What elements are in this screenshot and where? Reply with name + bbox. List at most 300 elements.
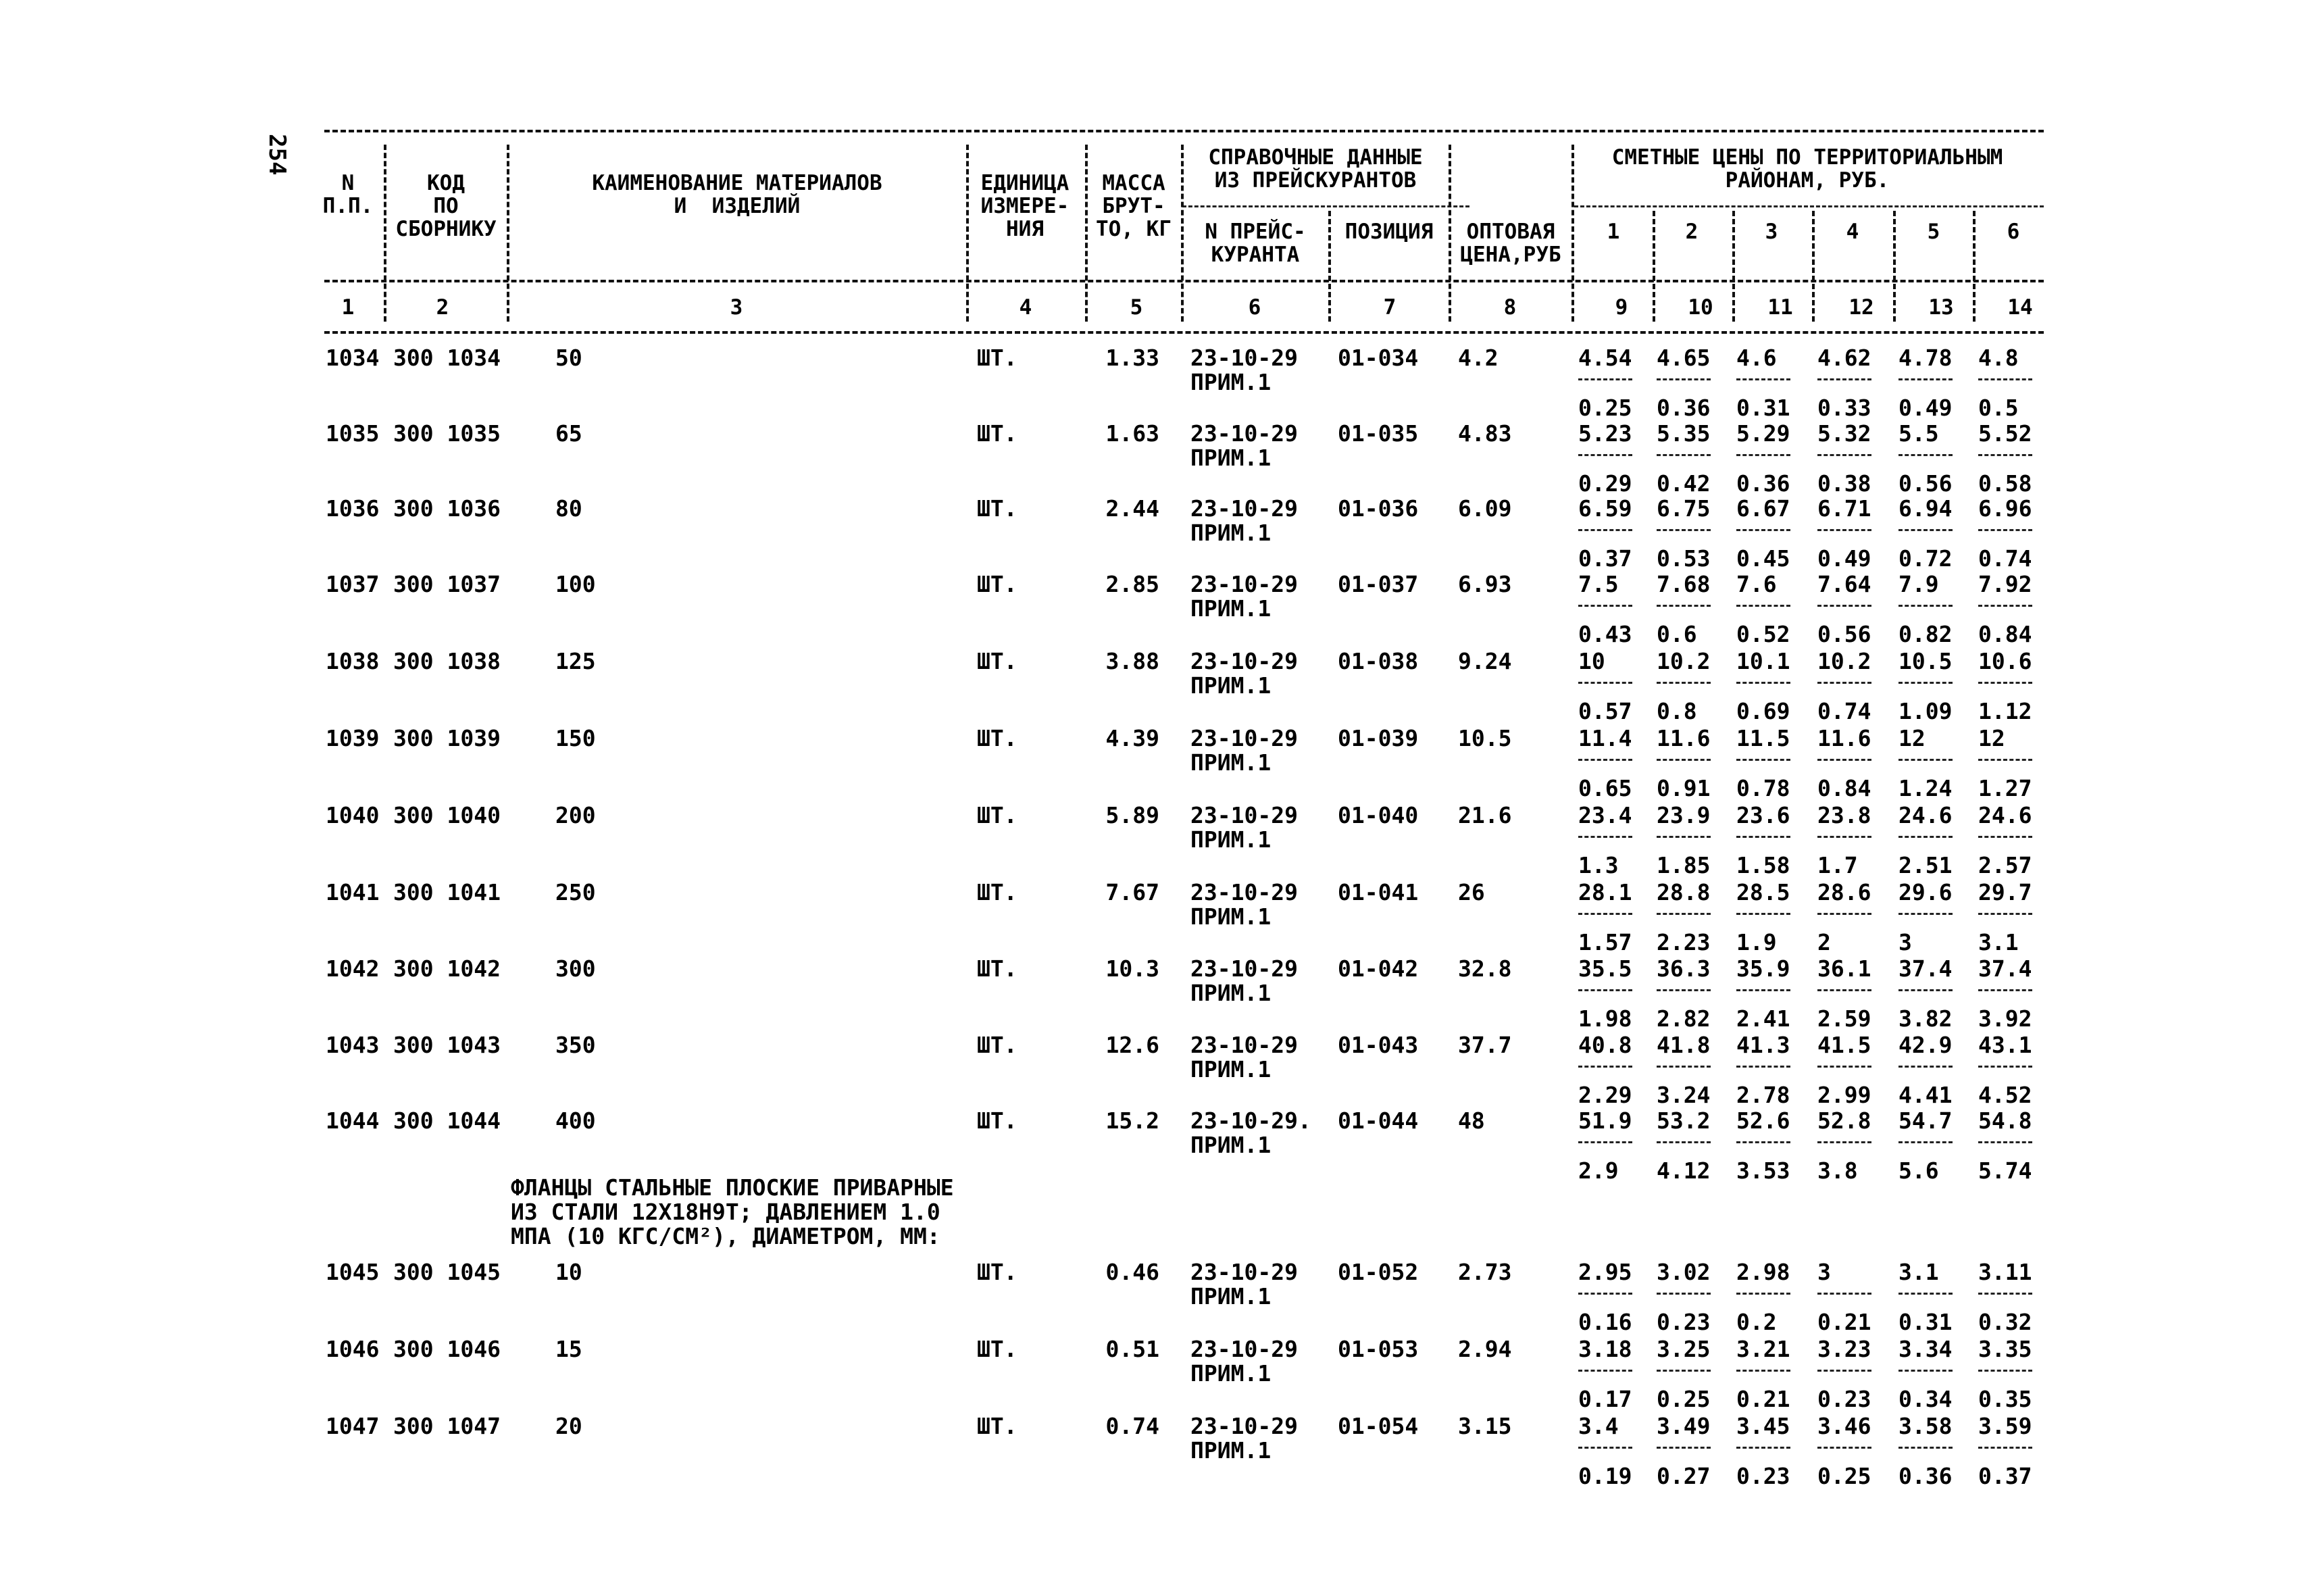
region-price-extra: 1.9	[1736, 929, 1777, 955]
region-price: 2.95	[1578, 1259, 1632, 1285]
region-price-extra: 2.29	[1578, 1082, 1632, 1108]
fraction-rule	[1817, 1370, 1871, 1372]
row-unit: ШТ.	[977, 955, 1017, 982]
row-pricelist: 23-10-29	[1190, 571, 1298, 597]
column-number: 6	[1248, 295, 1261, 320]
region-price-extra: 0.19	[1578, 1463, 1632, 1489]
region-price-extra: 1.57	[1578, 929, 1632, 955]
row-mass: 0.74	[1105, 1413, 1159, 1439]
region-price-extra: 0.36	[1898, 1463, 1953, 1489]
region-label: 2	[1685, 220, 1699, 244]
region-price-extra: 0.43	[1578, 621, 1632, 647]
region-price: 10.2	[1657, 648, 1711, 674]
row-pricelist-note: ПРИМ.1	[1190, 1132, 1272, 1158]
region-price-extra: 3.1	[1978, 929, 2019, 955]
row-pricelist: 23-10-29	[1190, 648, 1298, 674]
region-price: 5.32	[1817, 420, 1871, 447]
fraction-rule	[1817, 605, 1871, 607]
row-unit: ШТ.	[977, 1413, 1017, 1439]
fraction-rule	[1578, 1066, 1632, 1068]
region-price-extra: 4.41	[1898, 1082, 1953, 1108]
fraction-rule	[1817, 454, 1871, 456]
row-wholesale-price: 2.94	[1458, 1336, 1512, 1362]
region-label: 6	[2007, 220, 2020, 244]
row-wholesale-price: 21.6	[1458, 802, 1512, 828]
row-unit: ШТ.	[977, 879, 1017, 905]
row-mass: 5.89	[1105, 802, 1159, 828]
header-col3: КАИМЕНОВАНИЕ МАТЕРИАЛОВ И ИЗДЕЛИЙ	[592, 171, 882, 218]
row-name: 125	[555, 648, 596, 674]
row-pricelist-note: ПРИМ.1	[1190, 826, 1272, 853]
region-price-extra: 0.33	[1817, 395, 1871, 421]
region-price-extra: 4.12	[1657, 1157, 1711, 1184]
region-price: 4.78	[1898, 345, 1953, 371]
fraction-rule	[1657, 529, 1711, 531]
row-position: 01-035	[1338, 420, 1419, 447]
region-price: 4.54	[1578, 345, 1632, 371]
region-price: 4.62	[1817, 345, 1871, 371]
fraction-rule	[1578, 605, 1632, 607]
region-price-extra: 0.58	[1978, 470, 2032, 497]
column-number: 2	[436, 295, 449, 320]
region-price-extra: 2.41	[1736, 1005, 1790, 1032]
row-name: 20	[555, 1413, 582, 1439]
row-wholesale-price: 37.7	[1458, 1032, 1512, 1058]
row-pricelist-note: ПРИМ.1	[1190, 980, 1272, 1006]
region-price-extra: 2.78	[1736, 1082, 1790, 1108]
region-price: 7.64	[1817, 571, 1871, 597]
row-pricelist: 23-10-29	[1190, 955, 1298, 982]
region-price-extra: 3.53	[1736, 1157, 1790, 1184]
fraction-rule	[1657, 605, 1711, 607]
region-price: 23.8	[1817, 802, 1871, 828]
header-top-rule	[324, 130, 2044, 132]
row-wholesale-price: 2.73	[1458, 1259, 1512, 1285]
fraction-rule	[1817, 529, 1871, 531]
row-mass: 10.3	[1105, 955, 1159, 982]
row-number: 1046	[326, 1336, 380, 1362]
fraction-rule	[1578, 378, 1632, 380]
row-mass: 7.67	[1105, 879, 1159, 905]
fraction-rule	[1898, 1370, 1953, 1372]
fraction-rule	[1736, 1370, 1790, 1372]
region-label: 3	[1765, 220, 1778, 244]
row-wholesale-price: 6.93	[1458, 571, 1512, 597]
row-pricelist: 23-10-29	[1190, 725, 1298, 751]
region-price: 3.18	[1578, 1336, 1632, 1362]
region-price-extra: 4.52	[1978, 1082, 2032, 1108]
fraction-rule	[1898, 989, 1953, 991]
fraction-rule	[1578, 759, 1632, 761]
fraction-rule	[1978, 529, 2032, 531]
row-number: 1034	[326, 345, 380, 371]
region-price: 6.94	[1898, 495, 1953, 522]
row-name: 200	[555, 802, 596, 828]
region-price-extra: 0.74	[1978, 545, 2032, 572]
region-price: 29.6	[1898, 879, 1953, 905]
header-col7: ПОЗИЦИЯ	[1344, 220, 1434, 244]
region-price-extra: 0.82	[1898, 621, 1953, 647]
fraction-rule	[1898, 1293, 1953, 1295]
fraction-rule	[1978, 1370, 2032, 1372]
region-price: 5.52	[1978, 420, 2032, 447]
region-price: 6.71	[1817, 495, 1871, 522]
fraction-rule	[1898, 1141, 1953, 1143]
region-price: 54.7	[1898, 1107, 1953, 1134]
row-number: 1035	[326, 420, 380, 447]
fraction-rule	[1578, 1447, 1632, 1449]
row-pricelist: 23-10-29	[1190, 802, 1298, 828]
region-price-extra: 0.53	[1657, 545, 1711, 572]
region-price: 11.5	[1736, 725, 1790, 751]
row-pricelist: 23-10-29	[1190, 1336, 1298, 1362]
region-price-extra: 3.82	[1898, 1005, 1953, 1032]
region-price-extra: 0.8	[1657, 698, 1697, 724]
region-price: 6.96	[1978, 495, 2032, 522]
fraction-rule	[1817, 682, 1871, 684]
region-price: 7.5	[1578, 571, 1619, 597]
region-price: 7.92	[1978, 571, 2032, 597]
region-price: 3.35	[1978, 1336, 2032, 1362]
row-wholesale-price: 3.15	[1458, 1413, 1512, 1439]
row-name: 10	[555, 1259, 582, 1285]
region-price: 41.3	[1736, 1032, 1790, 1058]
region-price: 36.1	[1817, 955, 1871, 982]
region-price-extra: 0.65	[1578, 775, 1632, 801]
region-price-extra: 1.7	[1817, 852, 1858, 878]
row-mass: 1.33	[1105, 345, 1159, 371]
fraction-rule	[1736, 1447, 1790, 1449]
region-price-extra: 1.24	[1898, 775, 1953, 801]
region-price: 24.6	[1978, 802, 2032, 828]
section-title: ФЛАНЦЫ СТАЛЬНЫЕ ПЛОСКИЕ ПРИВАРНЫЕ ИЗ СТАЛИ 12Х18Н9Т; ДАВЛЕНИЕМ 1.0 МПА (10 КГС/СМ²), ДИАМЕТРОМ, ММ:	[511, 1174, 954, 1249]
region-price: 3.45	[1736, 1413, 1790, 1439]
region-price-extra: 0.36	[1657, 395, 1711, 421]
region-price: 10.1	[1736, 648, 1790, 674]
region-price: 23.4	[1578, 802, 1632, 828]
region-price: 3.4	[1578, 1413, 1619, 1439]
region-price-extra: 3.8	[1817, 1157, 1858, 1184]
region-price: 11.6	[1817, 725, 1871, 751]
region-price-extra: 0.78	[1736, 775, 1790, 801]
row-pricelist-note: ПРИМ.1	[1190, 903, 1272, 930]
region-price-extra: 0.69	[1736, 698, 1790, 724]
region-price: 3.34	[1898, 1336, 1953, 1362]
region-price-extra: 2.99	[1817, 1082, 1871, 1108]
fraction-rule	[1898, 1066, 1953, 1068]
region-price: 5.29	[1736, 420, 1790, 447]
region-price-extra: 1.09	[1898, 698, 1953, 724]
region-price: 3.59	[1978, 1413, 2032, 1439]
row-number: 1038	[326, 648, 380, 674]
region-price-extra: 0.84	[1817, 775, 1871, 801]
fraction-rule	[1817, 1066, 1871, 1068]
row-pricelist: 23-10-29	[1190, 420, 1298, 447]
region-price-extra: 1.3	[1578, 852, 1619, 878]
column-number: 11	[1767, 295, 1793, 320]
region-price: 3.25	[1657, 1336, 1711, 1362]
row-mass: 2.44	[1105, 495, 1159, 522]
region-price-extra: 0.56	[1817, 621, 1871, 647]
region-price-extra: 2.9	[1578, 1157, 1619, 1184]
region-price-extra: 0.84	[1978, 621, 2032, 647]
fraction-rule	[1736, 529, 1790, 531]
row-wholesale-price: 9.24	[1458, 648, 1512, 674]
column-number: 14	[2007, 295, 2033, 320]
row-pricelist: 23-10-29	[1190, 1259, 1298, 1285]
region-price: 35.5	[1578, 955, 1632, 982]
row-position: 01-054	[1338, 1413, 1419, 1439]
fraction-rule	[1817, 1141, 1871, 1143]
region-price: 24.6	[1898, 802, 1953, 828]
row-pricelist-note: ПРИМ.1	[1190, 1056, 1272, 1082]
row-mass: 0.46	[1105, 1259, 1159, 1285]
header-numbers-rule	[324, 280, 2044, 282]
region-price: 7.9	[1898, 571, 1939, 597]
row-code: 300 1038	[393, 648, 501, 674]
row-pricelist-note: ПРИМ.1	[1190, 1437, 1272, 1464]
region-price-extra: 0.27	[1657, 1463, 1711, 1489]
region-price: 40.8	[1578, 1032, 1632, 1058]
region-price-extra: 0.34	[1898, 1386, 1953, 1412]
fraction-rule	[1736, 454, 1790, 456]
region-price-extra: 0.17	[1578, 1386, 1632, 1412]
row-unit: ШТ.	[977, 648, 1017, 674]
row-mass: 2.85	[1105, 571, 1159, 597]
region-price: 28.5	[1736, 879, 1790, 905]
row-number: 1041	[326, 879, 380, 905]
region-price-extra: 0.21	[1817, 1309, 1871, 1335]
region-price: 3.58	[1898, 1413, 1953, 1439]
column-number: 1	[341, 295, 355, 320]
row-position: 01-052	[1338, 1259, 1419, 1285]
column-number: 3	[730, 295, 743, 320]
row-code: 300 1046	[393, 1336, 501, 1362]
region-price: 5.5	[1898, 420, 1939, 447]
row-name: 250	[555, 879, 596, 905]
row-unit: ШТ.	[977, 1107, 1017, 1134]
region-price: 3.21	[1736, 1336, 1790, 1362]
row-unit: ШТ.	[977, 1259, 1017, 1285]
region-price-extra: 2.23	[1657, 929, 1711, 955]
row-pricelist-note: ПРИМ.1	[1190, 749, 1272, 776]
region-price-extra: 3	[1898, 929, 1912, 955]
row-position: 01-039	[1338, 725, 1419, 751]
region-price-extra: 0.5	[1978, 395, 2019, 421]
fraction-rule	[1578, 913, 1632, 915]
region-price-extra: 0.32	[1978, 1309, 2032, 1335]
fraction-rule	[1736, 989, 1790, 991]
fraction-rule	[1657, 454, 1711, 456]
region-price-extra: 0.21	[1736, 1386, 1790, 1412]
row-number: 1044	[326, 1107, 380, 1134]
row-position: 01-044	[1338, 1107, 1419, 1134]
region-price: 23.9	[1657, 802, 1711, 828]
row-name: 80	[555, 495, 582, 522]
row-wholesale-price: 6.09	[1458, 495, 1512, 522]
region-price-extra: 0.6	[1657, 621, 1697, 647]
region-price-extra: 0.31	[1898, 1309, 1953, 1335]
fraction-rule	[1978, 378, 2032, 380]
region-price-extra: 3.92	[1978, 1005, 2032, 1032]
region-label: 1	[1607, 220, 1620, 244]
region-price-extra: 2.57	[1978, 852, 2032, 878]
region-price: 11.6	[1657, 725, 1711, 751]
region-price: 10.2	[1817, 648, 1871, 674]
region-price-extra: 0.49	[1898, 395, 1953, 421]
row-name: 150	[555, 725, 596, 751]
row-mass: 1.63	[1105, 420, 1159, 447]
region-price: 10	[1578, 648, 1605, 674]
row-position: 01-034	[1338, 345, 1419, 371]
fraction-rule	[1657, 682, 1711, 684]
region-price-extra: 0.91	[1657, 775, 1711, 801]
region-price-extra: 0.25	[1817, 1463, 1871, 1489]
header-sep	[384, 145, 386, 322]
row-code: 300 1036	[393, 495, 501, 522]
row-unit: ШТ.	[977, 420, 1017, 447]
fraction-rule	[1978, 605, 2032, 607]
fraction-rule	[1578, 454, 1632, 456]
row-name: 100	[555, 571, 596, 597]
region-price: 11.4	[1578, 725, 1632, 751]
column-number: 13	[1928, 295, 1954, 320]
region-price: 4.8	[1978, 345, 2019, 371]
row-number: 1042	[326, 955, 380, 982]
fraction-rule	[1978, 1293, 2032, 1295]
fraction-rule	[1657, 1370, 1711, 1372]
region-price-extra: 0.42	[1657, 470, 1711, 497]
row-code: 300 1035	[393, 420, 501, 447]
region-price: 4.65	[1657, 345, 1711, 371]
row-mass: 3.88	[1105, 648, 1159, 674]
row-mass: 0.51	[1105, 1336, 1159, 1362]
fraction-rule	[1978, 682, 2032, 684]
region-price: 37.4	[1978, 955, 2032, 982]
fraction-rule	[1657, 836, 1711, 838]
region-price: 2.98	[1736, 1259, 1790, 1285]
region-price: 35.9	[1736, 955, 1790, 982]
fraction-rule	[1898, 1447, 1953, 1449]
region-price: 7.6	[1736, 571, 1777, 597]
region-price-extra: 0.36	[1736, 470, 1790, 497]
region-price: 42.9	[1898, 1032, 1953, 1058]
fraction-rule	[1978, 454, 2032, 456]
region-price-extra: 0.25	[1657, 1386, 1711, 1412]
region-price-extra: 5.6	[1898, 1157, 1939, 1184]
region-price: 3.11	[1978, 1259, 2032, 1285]
fraction-rule	[1657, 378, 1711, 380]
fraction-rule	[1736, 759, 1790, 761]
region-price-extra: 0.45	[1736, 545, 1790, 572]
fraction-rule	[1978, 989, 2032, 991]
fraction-rule	[1736, 605, 1790, 607]
region-price-extra: 1.12	[1978, 698, 2032, 724]
region-price-extra: 2.59	[1817, 1005, 1871, 1032]
fraction-rule	[1898, 759, 1953, 761]
region-price: 23.6	[1736, 802, 1790, 828]
fraction-rule	[1978, 759, 2032, 761]
fraction-rule	[1736, 378, 1790, 380]
region-price: 3	[1817, 1259, 1831, 1285]
row-number: 1039	[326, 725, 380, 751]
region-price: 28.6	[1817, 879, 1871, 905]
region-price: 6.67	[1736, 495, 1790, 522]
fraction-rule	[1578, 682, 1632, 684]
region-price-extra: 0.35	[1978, 1386, 2032, 1412]
fraction-rule	[1736, 1066, 1790, 1068]
header-col5: МАССА БРУТ- ТО, КГ	[1096, 171, 1172, 241]
fraction-rule	[1657, 1066, 1711, 1068]
row-name: 65	[555, 420, 582, 447]
row-position: 01-042	[1338, 955, 1419, 982]
row-name: 300	[555, 955, 596, 982]
row-code: 300 1039	[393, 725, 501, 751]
region-price: 10.6	[1978, 648, 2032, 674]
row-name: 350	[555, 1032, 596, 1058]
region-subheader-rule	[1574, 205, 2044, 207]
row-pricelist-note: ПРИМ.1	[1190, 1360, 1272, 1387]
fraction-rule	[1898, 836, 1953, 838]
region-price: 37.4	[1898, 955, 1953, 982]
fraction-rule	[1978, 913, 2032, 915]
fraction-rule	[1736, 1293, 1790, 1295]
row-code: 300 1043	[393, 1032, 501, 1058]
row-wholesale-price: 26	[1458, 879, 1485, 905]
region-price: 28.8	[1657, 879, 1711, 905]
region-price-extra: 2	[1817, 929, 1831, 955]
fraction-rule	[1736, 913, 1790, 915]
region-price-extra: 0.38	[1817, 470, 1871, 497]
row-wholesale-price: 32.8	[1458, 955, 1512, 982]
region-price: 10.5	[1898, 648, 1953, 674]
region-price: 53.2	[1657, 1107, 1711, 1134]
region-price: 41.8	[1657, 1032, 1711, 1058]
region-price: 6.75	[1657, 495, 1711, 522]
row-pricelist: 23-10-29	[1190, 1032, 1298, 1058]
row-position: 01-040	[1338, 802, 1419, 828]
row-number: 1040	[326, 802, 380, 828]
row-number: 1047	[326, 1413, 380, 1439]
region-price-extra: 0.25	[1578, 395, 1632, 421]
region-price-extra: 1.98	[1578, 1005, 1632, 1032]
region-price-extra: 0.23	[1657, 1309, 1711, 1335]
region-price-extra: 0.37	[1578, 545, 1632, 572]
region-price-extra: 0.49	[1817, 545, 1871, 572]
region-price-extra: 0.72	[1898, 545, 1953, 572]
row-wholesale-price: 4.2	[1458, 345, 1499, 371]
column-number: 10	[1688, 295, 1713, 320]
row-unit: ШТ.	[977, 1336, 1017, 1362]
row-wholesale-price: 10.5	[1458, 725, 1512, 751]
row-code: 300 1044	[393, 1107, 501, 1134]
row-pricelist-note: ПРИМ.1	[1190, 369, 1272, 395]
region-price-extra: 5.74	[1978, 1157, 2032, 1184]
header-sep	[507, 145, 509, 322]
row-position: 01-043	[1338, 1032, 1419, 1058]
row-number: 1043	[326, 1032, 380, 1058]
row-unit: ШТ.	[977, 1032, 1017, 1058]
region-price: 3.49	[1657, 1413, 1711, 1439]
fraction-rule	[1978, 836, 2032, 838]
column-number: 5	[1130, 295, 1143, 320]
region-price: 3.23	[1817, 1336, 1871, 1362]
header-col4: ЕДИНИЦА ИЗМЕРЕ- НИЯ	[980, 171, 1070, 241]
region-price-extra: 0.23	[1736, 1463, 1790, 1489]
row-wholesale-price: 48	[1458, 1107, 1485, 1134]
row-code: 300 1034	[393, 345, 501, 371]
region-label: 5	[1927, 220, 1940, 244]
